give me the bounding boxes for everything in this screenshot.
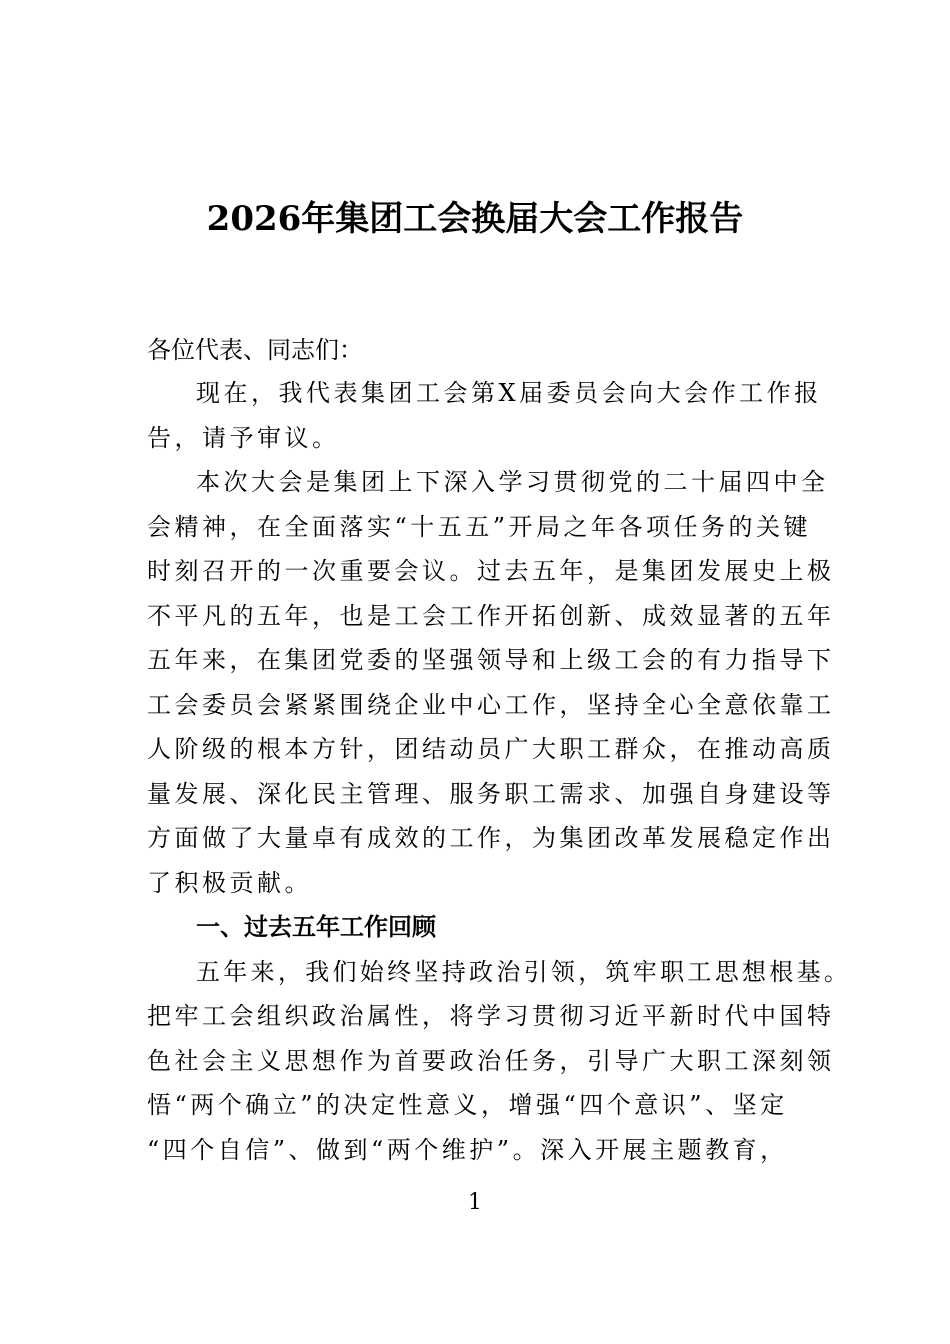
paragraph-line: 方面做了大量卓有成效的工作，为集团改革发展稳定作出	[147, 824, 835, 852]
paragraph-line: 告，请予审议。	[147, 424, 340, 452]
paragraph-line: 了积极贡献。	[147, 869, 312, 897]
paragraph-line: 现在，我代表集团工会第X届委员会向大会作工作报	[196, 379, 822, 407]
paragraph-line: “四个自信”、做到“两个维护”。深入开展主题教育，	[147, 1136, 788, 1164]
paragraph-line: 色社会主义思想作为首要政治任务，引导广大职工深刻领	[147, 1047, 835, 1075]
paragraph-line: 时刻召开的一次重要会议。过去五年，是集团发展史上极	[147, 557, 835, 585]
paragraph-line: 会精神，在全面落实“十五五”开局之年各项任务的关键	[147, 513, 812, 541]
paragraph-line: 量发展、深化民主管理、服务职工需求、加强自身建设等	[147, 780, 835, 808]
paragraph-line: 五年来，在集团党委的坚强领导和上级工会的有力指导下	[147, 646, 835, 674]
paragraph-line: 人阶级的根本方针，团结动员广大职工群众，在推动高质	[147, 735, 835, 763]
paragraph-line: 悟“两个确立”的决定性意义，增强“四个意识”、坚定	[147, 1091, 788, 1119]
page-number: 1	[468, 1190, 482, 1215]
paragraph-line: 本次大会是集团上下深入学习贯彻党的二十届四中全	[196, 468, 829, 496]
paragraph-line: 把牢工会组织政治属性，将学习贯彻习近平新时代中国特	[147, 1002, 835, 1030]
document-title: 2026年集团工会换届大会工作报告	[206, 199, 744, 239]
section-heading: 一、过去五年工作回顾	[196, 913, 436, 941]
paragraph-line: 工会委员会紧紧围绕企业中心工作，坚持全心全意依靠工	[147, 691, 835, 719]
paragraph-line: 不平凡的五年，也是工会工作开拓创新、成效显著的五年	[147, 602, 835, 630]
paragraph-line: 五年来，我们始终坚持政治引领，筑牢职工思想根基。	[196, 958, 852, 986]
salutation-line: 各位代表、同志们：	[147, 336, 363, 364]
